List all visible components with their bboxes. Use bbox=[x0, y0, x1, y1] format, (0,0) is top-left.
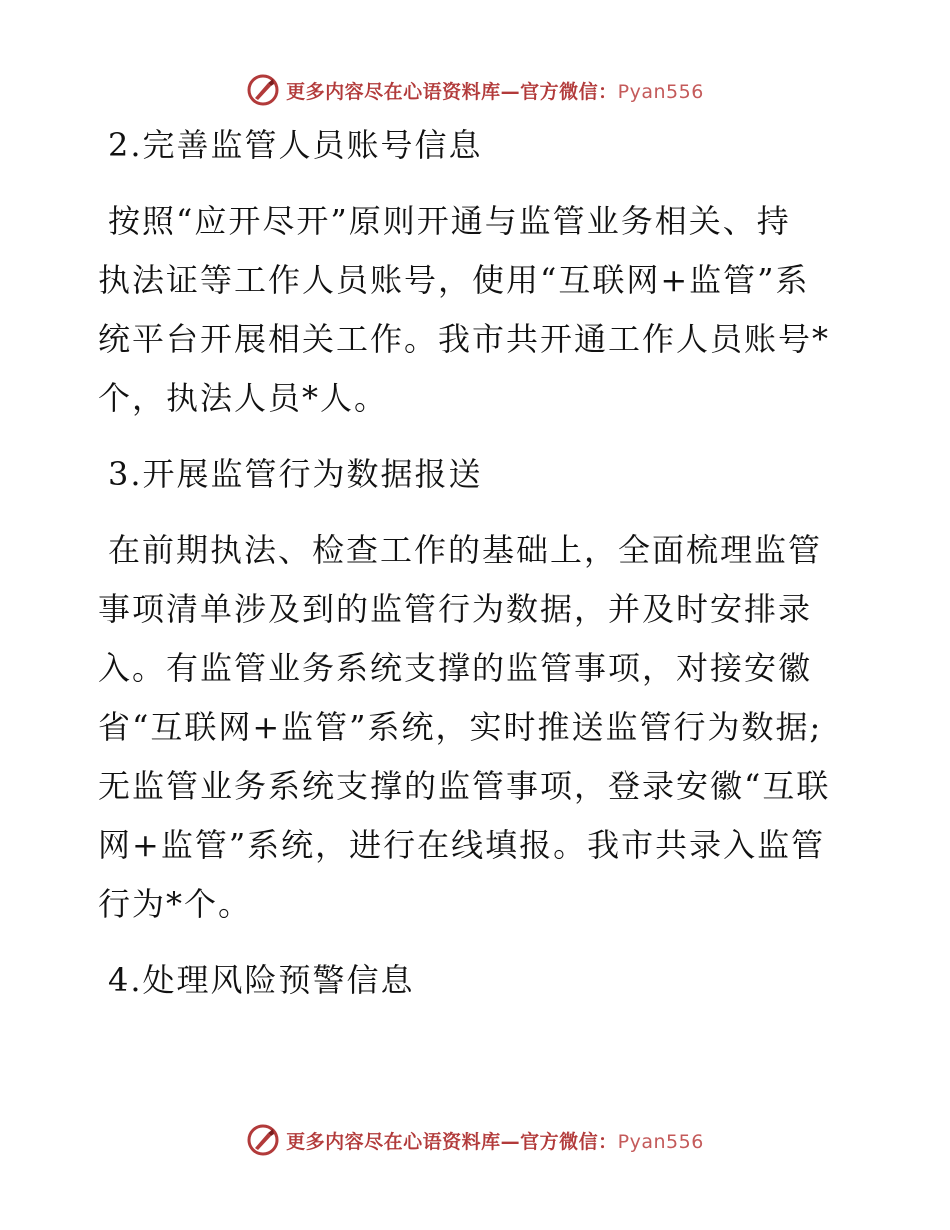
paragraph-line: 入。有监管业务系统支撑的监管事项，对接安徽 bbox=[98, 649, 813, 687]
paragraph-line: 事项清单涉及到的监管行为数据，并及时安排录 bbox=[98, 590, 813, 628]
section-heading: 3.开展监管行为数据报送 bbox=[108, 455, 483, 493]
paragraph-line: 按照“应开尽开”原则开通与监管业务相关、持 bbox=[108, 202, 791, 240]
watermark-handle: Pyan556 bbox=[617, 80, 704, 103]
paragraph-line: 执法证等工作人员账号，使用“互联网+监管”系 bbox=[98, 261, 810, 299]
watermark-text bbox=[286, 77, 704, 104]
watermark-text bbox=[286, 1127, 704, 1154]
quill-logo-icon bbox=[246, 1123, 280, 1157]
header-watermark-banner bbox=[0, 70, 950, 110]
paragraph-line: 统平台开展相关工作。我市共开通工作人员账号* bbox=[98, 320, 831, 358]
section-heading: 2.完善监管人员账号信息 bbox=[108, 126, 483, 164]
section-paragraph bbox=[98, 192, 858, 428]
watermark-label: 更多内容尽在心语资料库—官方微信： bbox=[286, 1130, 618, 1153]
quill-logo-icon bbox=[246, 73, 280, 107]
paragraph-line: 无监管业务系统支撑的监管事项，登录安徽“互联 bbox=[98, 767, 831, 805]
watermark-label: 更多内容尽在心语资料库—官方微信： bbox=[286, 80, 618, 103]
paragraph-line: 在前期执法、检查工作的基础上，全面梳理监管 bbox=[108, 531, 823, 569]
section-paragraph bbox=[98, 521, 858, 934]
paragraph-line: 个，执法人员*人。 bbox=[98, 379, 389, 417]
paragraph-line: 网+监管”系统，进行在线填报。我市共录入监管 bbox=[98, 826, 826, 864]
watermark-handle: Pyan556 bbox=[617, 1130, 704, 1153]
footer-watermark-banner bbox=[0, 1120, 950, 1160]
document-body bbox=[98, 116, 858, 1010]
paragraph-line: 省“互联网+监管”系统，实时推送监管行为数据; bbox=[98, 708, 823, 746]
paragraph-line: 行为*个。 bbox=[98, 885, 253, 923]
section-heading: 4.处理风险预警信息 bbox=[108, 961, 415, 999]
